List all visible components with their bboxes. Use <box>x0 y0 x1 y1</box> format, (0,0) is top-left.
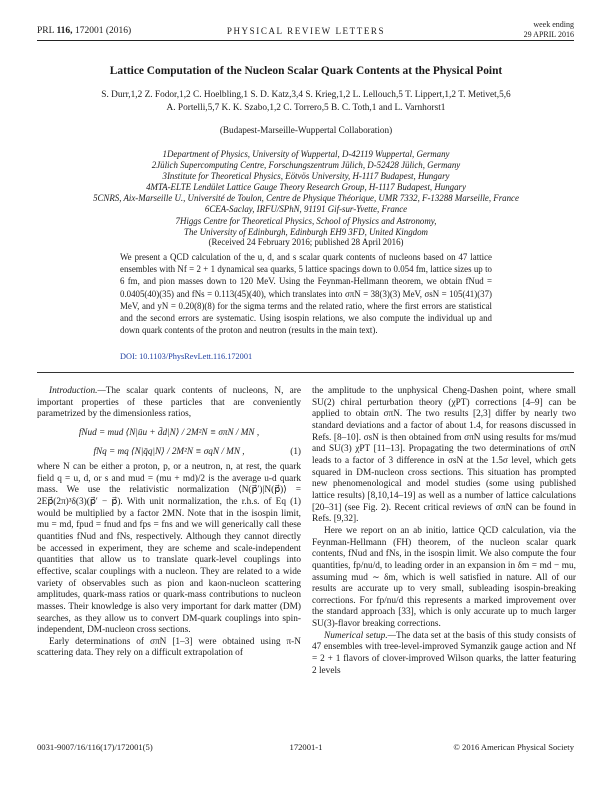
body-paragraph: Here we report on an ab initio, lattice QCD calculation, via the Feynman-Hellmann (FH) theorem, of the nucleon scalar quark contents, fNud and fNs, in the isospin limit. We also compute the four quantities, fp/nu/d, to leading order in an expansion in δm = md − mu, assuming mud ∼ δm, which is well satisfied in nature. All of our results are accurate up to very small, subleading isospin-breaking corrections. For fp/nu/d this represents a marked improvement over the standard approach [33], which is only accurate up to much larger SU(3)-flavor breaking corrections. <box>312 525 576 630</box>
equation-1a: fNud = mud ⟨N|ūu + d̄d|N⟩ / 2M²N ≡ σπN / MN , <box>78 426 260 437</box>
body-paragraph: where N can be either a proton, p, or a neutron, n, at rest, the quark field q = u, d, or s and mud = (mu + md)/2 is the average u-d quark mass. We use the relativistic normalization ⟨N(p⃗′)|N(p⃗)⟩ = 2Ep⃗(2π)³δ(3)(p⃗′ − p⃗). With unit normalization, the r.h.s. of Eq (1) would be multiplied by a factor 2MN. Note that in the isospin limit, mu = md, fpud = fnud and fps = fns and we will generically call these quantities fNud and fNs, respectively. Although they cannot directly be accessed in experiment, they are scheme and scale-independent quantities that allow us to translate quark-level couplings into effective, scalar couplings with a nucleon. They are related to a wide variety of observables such as pion and kaon-nucleon scattering amplitudes, quark-mass ratios or quark-mass contributions to nucleon masses. Their knowledge is also very important for dark matter (DM) searches, as they allow us to convert DM-quark couplings into spin-independent, DM-nucleon cross sections. <box>37 461 301 636</box>
affiliation: 7Higgs Centre for Theoretical Physics, School of Physics and Astronomy, <box>175 215 437 226</box>
week-ending-label: week ending <box>533 20 574 29</box>
running-title: PHYSICAL REVIEW LETTERS <box>226 26 386 36</box>
author-list <box>60 89 552 114</box>
issue-date-value: 29 APRIL 2016 <box>523 29 574 39</box>
body-paragraph: the amplitude to the unphysical Cheng-Dashen point, where small SU(2) chiral perturbation theory (χPT) corrections [4–9] can be applied to obtain σπN. The two results [2,3] differ by nearly two standard deviations and a factor of about 1.4, for reasons discussed in Refs. [8–10]. σsN is then obtained from σπN using results for ms/mud and SU(3) χPT [11–13]. Propagating the two determinations of σπN leads to a factor of 3 difference in σsN at the 1.5σ level, which gets squared in DM-nucleon cross sections. This situation has prompted new phenomenological and model studies (some using published lattice results) [8,10,14–19] as well as a number of lattice calculations [20–31] (see Fig. 2). Recent critical reviews of σπN can be found in Refs. [9,32]. <box>312 386 576 525</box>
journal-volume: 116, <box>56 26 73 36</box>
affiliation: 1Department of Physics, University of Wuppertal, D-42119 Wuppertal, Germany <box>162 149 450 159</box>
intro-paragraph: Introduction.—The scalar quark contents of nucleons, N, are important properties of these particles that are conveniently parametrized by the dimensionless ratios, <box>37 386 301 420</box>
equation-number: (1) <box>290 445 301 456</box>
article-number: 172001 (2016) <box>74 26 132 36</box>
affiliation: 3Institute for Theoretical Physics, Eötvös University, H-1117 Budapest, Hungary <box>162 171 450 182</box>
author-line: S. Durr,1,2 Z. Fodor,1,2 C. Hoelbling,1 S. D. Katz,3,4 S. Krieg,1,2 L. Lellouch,5 T. Lippert,1,2 T. Metivet,5,6 <box>101 90 511 100</box>
doi-link[interactable]: DOI: 10.1103/PhysRevLett.116.172001 <box>120 352 253 361</box>
equation-1b: fNq = mq ⟨N|q̄q|N⟩ / 2M²N ≡ σqN / MN , (1) <box>37 443 301 459</box>
abstract: We present a QCD calculation of the u, d, and s scalar quark contents of nucleons based on 47 lattice ensembles with Nf = 2 + 1 dynamical sea quarks, 5 lattice spacings down to 0.054 fm, lattice sizes up to 6 fm, and pion masses down to 120 MeV. Using the Feynman-Hellmann theorem, we obtain fNud = 0.0405(40)(35) and fNs = 0.113(45)(40), which translates into σπN = 38(3)(3) MeV, σsN = 105(41)(37) MeV, and yN = 0.20(8)(8) for the sigma terms and the related ratio, where the first errors are statistical and the second errors are systematic. Using isospin relations, we also compute the individual up and down quark contents of the proton and neutron (results in the main text). <box>120 252 492 336</box>
affiliation: 4MTA-ELTE Lendület Lattice Gauge Theory Research Group, H-1117 Budapest, Hungary <box>146 182 466 193</box>
author-line: A. Portelli,5,7 K. K. Szabo,1,2 C. Torrero,5 B. C. Toth,1 and L. Varnhorst1 <box>166 102 446 113</box>
copyright: © 2016 American Physical Society <box>453 742 574 752</box>
affiliation: The University of Edinburgh, Edinburgh EH9 3FD, United Kingdom <box>184 226 428 237</box>
received-dates: (Received 24 February 2016; published 28 April 2016) <box>208 237 404 247</box>
journal-name: PRL <box>37 26 55 36</box>
section-lead: Introduction.— <box>49 386 106 396</box>
body-paragraph: Early determinations of σπN [1–3] were obtained using π-N scattering data. They rely on a difficult extrapolation of <box>37 636 301 659</box>
issue-date <box>524 20 574 39</box>
affiliation: 2Jülich Supercomputing Centre, Forschungszentrum Jülich, D-52428 Jülich, Germany <box>151 160 461 171</box>
header-rule <box>37 40 574 41</box>
collaboration: (Budapest-Marseille-Wuppertal Collaboration) <box>219 125 393 135</box>
setup-paragraph: Numerical setup.—The data set at the basis of this study consists of 47 ensembles with tree-level-improved Symanzik gauge action and Nf = 2 + 1 flavors of clover-improved Wilson quarks, the latter featuring 2 levels <box>312 630 576 676</box>
footer-code: 0031-9007/16/116(17)/172001(5) <box>37 742 153 752</box>
page-number: 172001-1 <box>289 742 323 752</box>
right-column <box>312 386 576 677</box>
paper-title: Lattice Computation of the Nucleon Scalar Quark Contents at the Physical Point <box>109 65 503 77</box>
left-column <box>37 386 301 660</box>
affiliation: 6CEA-Saclay, IRFU/SPhN, 91191 Gif-sur-Yvette, France <box>204 204 408 215</box>
affiliation: 5CNRS, Aix-Marseille U., Université de Toulon, Centre de Physique Théorique, UMR 7332, F-13288 Marseille, France <box>93 193 519 204</box>
affiliation-list <box>30 149 582 238</box>
section-rule <box>37 372 574 373</box>
section-lead: Numerical setup.— <box>324 630 396 641</box>
